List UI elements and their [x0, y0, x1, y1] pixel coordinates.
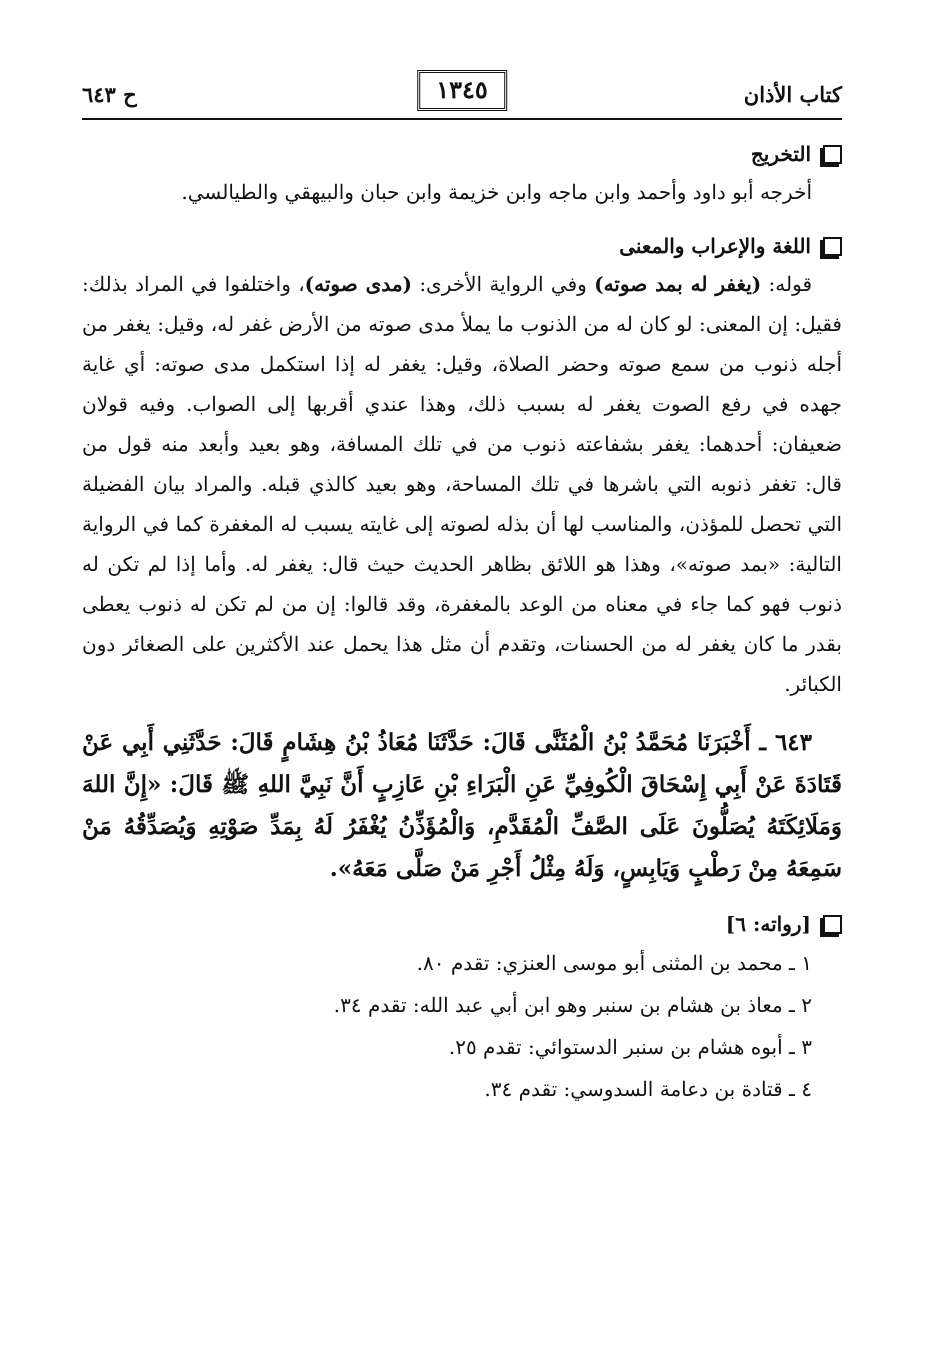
- page: [82, 70, 842, 1110]
- lugha-intro-prefix: قوله:: [761, 272, 813, 296]
- lugha-heading-text: اللغة والإعراب والمعنى: [619, 234, 811, 258]
- lugha-quote-2: (مدى صوته): [304, 272, 412, 296]
- checkbox-icon: [823, 145, 842, 164]
- checkbox-icon: [823, 237, 842, 256]
- ruwat-heading: [82, 912, 842, 936]
- hadith-text: ٦٤٣ ـ أَخْبَرَنَا مُحَمَّدُ بْنُ الْمُثَنَّى قَالَ: حَدَّثَنَا مُعَاذُ بْنُ هِشَامٍ قَالَ: حَدَّثَنِي أَبِي عَنْ قَتَادَةَ عَنْ أَبِي إِسْحَاقَ الْكُوفِيِّ عَنِ الْبَرَاءِ بْنِ عَازِبٍ أَنَّ نَبِيَّ اللهِ ﷺ قَالَ: «إِنَّ اللهَ وَمَلَائِكَتَهُ يُصَلُّونَ عَلَى الصَّفِّ الْمُقَدَّمِ، وَالْمُؤَذِّنُ يُغْفَرُ لَهُ بِمَدِّ صَوْتِهِ وَيُصَدِّقُهُ مَنْ سَمِعَهُ مِنْ رَطْبٍ وَيَابِسٍ، وَلَهُ مِثْلُ أَجْرِ مَنْ صَلَّى مَعَهُ».: [82, 729, 842, 882]
- takhrij-heading-text: التخريج: [750, 142, 811, 166]
- ruwat-heading-text: [رواته: ٦]: [725, 912, 811, 936]
- narrator-list: [82, 942, 842, 1110]
- list-item: ١ ـ محمد بن المثنى أبو موسى العنزي: تقدم ٨٠.: [416, 951, 812, 975]
- book-title: كتاب الأذان: [743, 82, 842, 107]
- lugha-intro-middle: وفي الرواية الأخرى:: [412, 272, 595, 296]
- hadith-number: ح ٦٤٣: [82, 82, 137, 107]
- page-number: ١٣٤٥: [417, 70, 507, 111]
- list-item: ٢ ـ معاذ بن هشام بن سنبر وهو ابن أبي عبد الله: تقدم ٣٤.: [333, 993, 812, 1017]
- list-item: ٣ ـ أبوه هشام بن سنبر الدستوائي: تقدم ٢٥.: [448, 1035, 812, 1059]
- takhrij-text: أخرجه أبو داود وأحمد وابن ماجه وابن خزيمة وابن حبان والبيهقي والطيالسي.: [181, 180, 812, 204]
- list-item: ٤ ـ قتادة بن دعامة السدوسي: تقدم ٣٤.: [484, 1077, 812, 1101]
- lugha-quote-1: (يغفر له بمد صوته): [594, 272, 762, 296]
- checkbox-icon: [823, 915, 842, 934]
- lugha-heading: [82, 234, 842, 258]
- page-header: [82, 70, 842, 120]
- lugha-text: [82, 264, 842, 704]
- lugha-body: ، واختلفوا في المراد بذلك: فقيل: إن المعنى: لو كان له من الذنوب ما يملأ مدى صوته من الأرض غفر له، وقيل: يغفر من أجله ذنوب من سمع صوته وحضر الصلاة، وقيل: يغفر له إذا استكمل مدى صوته: أي غاية جهده في رفع الصوت يغفر له بسبب ذلك، وهذا عندي أقربها إلى الصواب. وفيه قولان ضعيفان: أحدهما: يغفر بشفاعته ذنوب من في تلك المسافة، وهو بعيد وأبعد منه قول من قال: تغفر ذنوبه التي باشرها في تلك المساحة، وهو بعيد كالذي قبله. والمراد بيان الفضيلة التي تحصل للمؤذن، والمناسب لها أن بذله لصوته إلى غايته يسبب له المغفرة كما في الرواية التالية: «بمد صوته»، وهذا هو اللائق بظاهر الحديث حيث قال: يغفر له. وأما إذا لم تكن له ذنوب فهو كما جاء في معناه من الوعد بالمغفرة، وقد قالوا: إن من لم تكن له ذنوب يعطى بقدر ما كان يغفر له من الحسنات، وتقدم أن مثل هذا يحمل عند الأكثرين على الصغائر دون الكبائر.: [82, 272, 842, 696]
- takhrij-heading: [82, 142, 842, 166]
